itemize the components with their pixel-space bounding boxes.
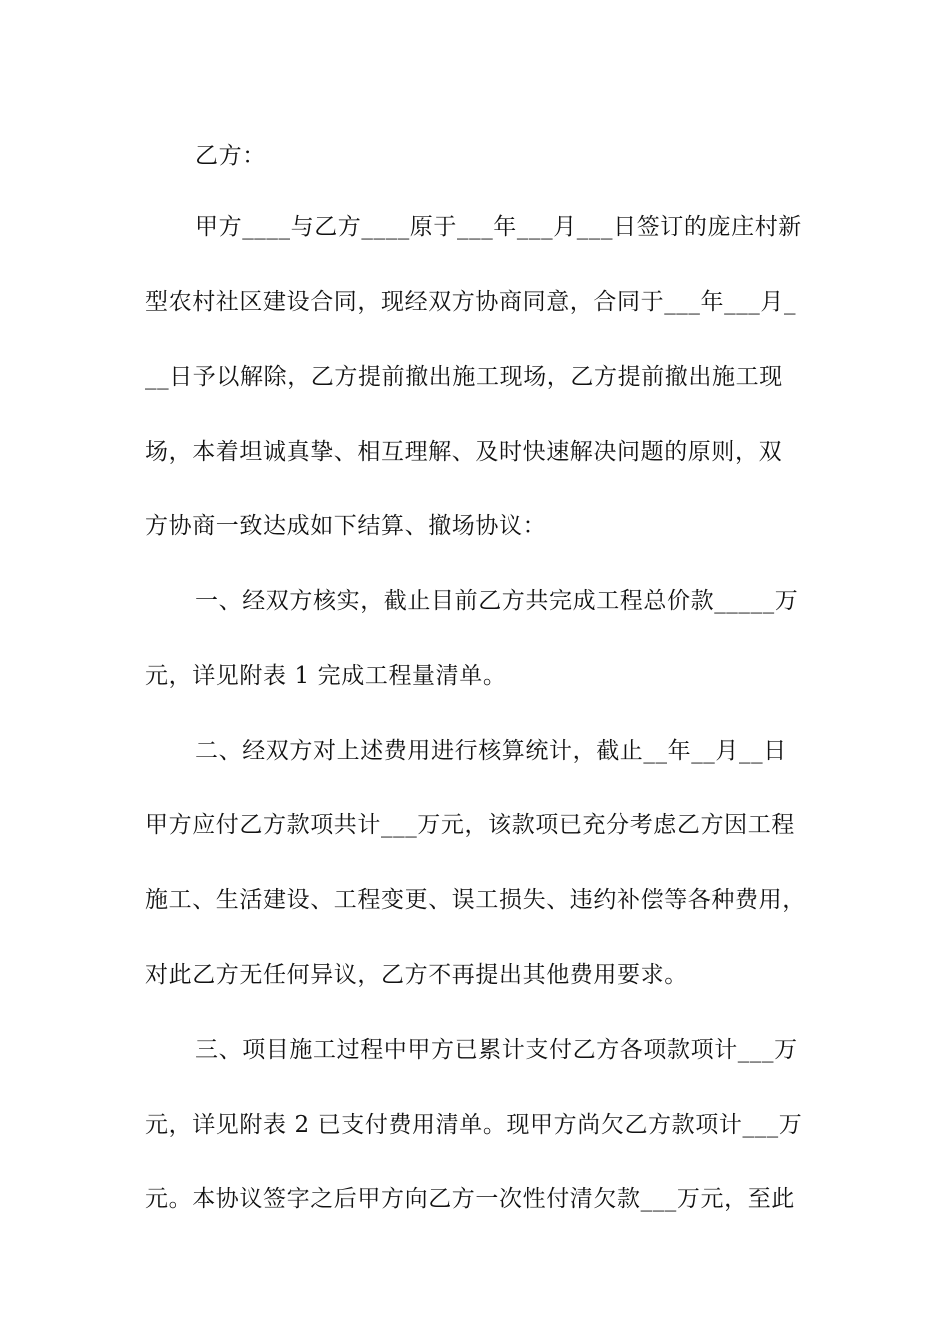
paragraph-intro-line-1: 甲方____与乙方____原于___年___月___日签订的庞庄村新 (195, 214, 802, 240)
party-b-label: 乙方： (195, 143, 266, 169)
clause-2-line-2: 甲方应付乙方款项共计___万元，该款项已充分考虑乙方因工程 (145, 812, 795, 838)
paragraph-intro-line-3: __日予以解除，乙方提前撤出施工现场，乙方提前撤出施工现 (145, 364, 783, 390)
clause-3-line-3: 元。本协议签字之后甲方向乙方一次性付清欠款___万元，至此 (145, 1186, 795, 1212)
clause-2-line-4: 对此乙方无任何异议，乙方不再提出其他费用要求。 (145, 962, 688, 988)
clause-3-line-1: 三、项目施工过程中甲方已累计支付乙方各项款项计___万 (195, 1037, 798, 1063)
paragraph-intro-line-4: 场，本着坦诚真挚、相互理解、及时快速解决问题的原则，双 (145, 439, 783, 465)
clause-2-line-1: 二、经双方对上述费用进行核算统计，截止__年__月__日 (195, 738, 787, 764)
clause-1-line-1: 一、经双方核实，截止目前乙方共完成工程总价款_____万 (195, 588, 799, 614)
clause-3-line-2: 元，详见附表 2 已支付费用清单。现甲方尚欠乙方款项计___万 (145, 1112, 803, 1138)
paragraph-intro-line-2: 型农村社区建设合同，现经双方协商同意，合同于___年___月_ (145, 289, 797, 315)
clause-2-line-3: 施工、生活建设、工程变更、误工损失、违约补偿等各种费用， (145, 887, 806, 913)
clause-1-line-2: 元，详见附表 1 完成工程量清单。 (145, 663, 507, 689)
paragraph-intro-line-5: 方协商一致达成如下结算、撤场协议： (145, 513, 547, 539)
